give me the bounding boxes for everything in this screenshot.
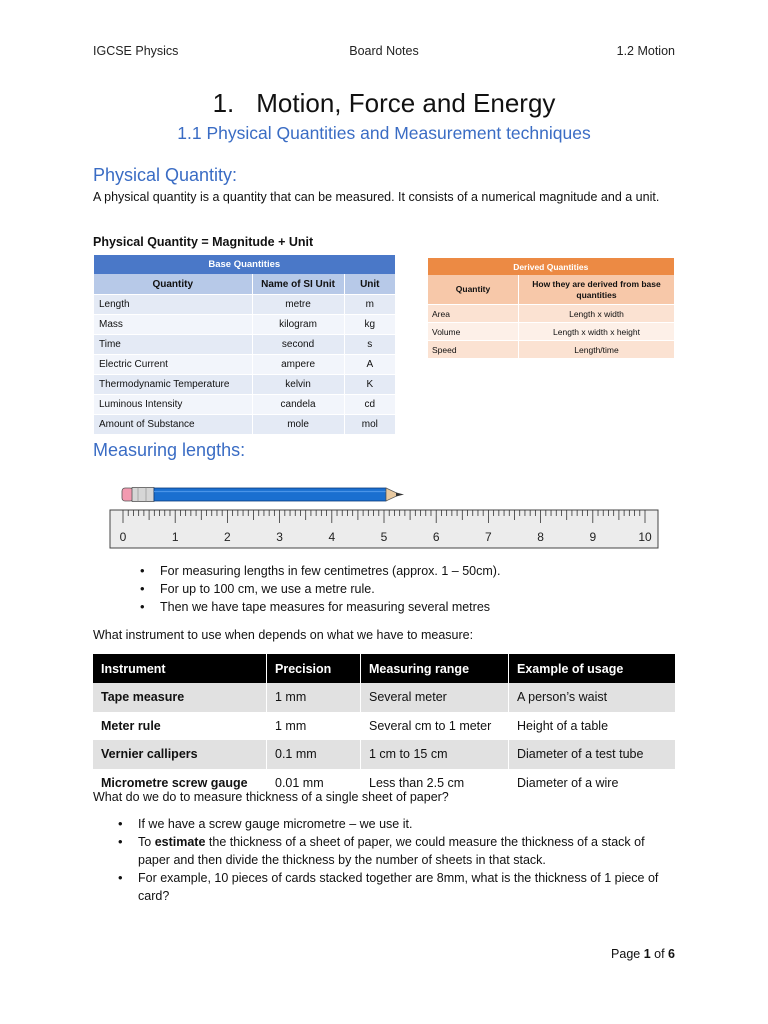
- range-cell: Several cm to 1 meter: [361, 712, 509, 741]
- ruler-label-5: 5: [380, 530, 388, 544]
- table-row: [94, 395, 396, 415]
- ruler-label-8: 8: [537, 530, 544, 544]
- list-item: • For example, 10 pieces of cards stacked together are 8mm, what is the thickness of 1 piece of card?: [112, 869, 677, 905]
- base-quantity-cell: Amount of Substance: [94, 415, 253, 435]
- physical-quantity-paragraph: A physical quantity is a quantity that can be measured. It consists of a numerical magnitude and a unit.: [93, 190, 660, 204]
- example-cell: Height of a table: [509, 712, 676, 741]
- table-row: [93, 740, 675, 769]
- table-row: [428, 341, 675, 359]
- derived-formula-cell: Length x width: [519, 305, 674, 323]
- example-cell: A person’s waist: [509, 683, 676, 712]
- instrument-question: What instrument to use when depends on what we have to measure:: [93, 628, 474, 642]
- list-item: • For measuring lengths in few centimetres (approx. 1 – 50cm).: [134, 562, 694, 580]
- derived-col-quantity: Quantity: [428, 275, 519, 305]
- derived-col-derivation: How they are derived from base quantities: [519, 275, 674, 305]
- table-row: [94, 355, 396, 375]
- precision-cell: 1 mm: [267, 683, 361, 712]
- instrument-table: [93, 654, 675, 797]
- base-quantities-table: [93, 255, 395, 434]
- page-current: 1: [643, 947, 651, 961]
- table-row: [94, 335, 396, 355]
- list-item: • For up to 100 cm, we use a metre rule.: [134, 580, 694, 598]
- instrument-cell: Micrometre screw gauge: [101, 775, 248, 790]
- pencil-icon: [122, 488, 404, 502]
- example-cell: Diameter of a wire: [509, 769, 676, 798]
- base-quantity-cell: Thermodynamic Temperature: [94, 375, 253, 395]
- page-mid: of: [650, 947, 669, 961]
- base-unit-symbol-cell: cd: [344, 395, 395, 415]
- table-row: [428, 305, 675, 323]
- base-unit-symbol-cell: A: [344, 355, 395, 375]
- base-col-si-unit: Name of SI Unit: [252, 274, 344, 295]
- paper-question: What do we do to measure thickness of a single sheet of paper?: [93, 790, 449, 804]
- title-text: Motion, Force and Energy: [256, 88, 556, 118]
- base-quantity-cell: Luminous Intensity: [94, 395, 253, 415]
- table-row: [94, 375, 396, 395]
- base-unit-symbol-cell: K: [344, 375, 395, 395]
- derived-quantity-cell: Area: [428, 305, 519, 323]
- example-cell: Diameter of a test tube: [509, 740, 676, 769]
- base-col-unit: Unit: [344, 274, 395, 295]
- base-unit-name-cell: kelvin: [252, 375, 344, 395]
- list-item: • Then we have tape measures for measuring several metres: [134, 598, 694, 616]
- ruler-label-4: 4: [328, 530, 336, 544]
- inst-col-instrument: Instrument: [93, 654, 267, 683]
- instrument-cell: Meter rule: [101, 718, 161, 733]
- paper-bullets: [112, 815, 677, 905]
- ruler-label-3: 3: [276, 530, 283, 544]
- ruler-label-9: 9: [589, 530, 597, 544]
- title-number: 1.: [212, 88, 235, 118]
- derived-formula-cell: Length/time: [519, 341, 674, 359]
- pencil-and-ruler-illustration: [108, 482, 660, 552]
- ruler-label-2: 2: [224, 530, 231, 544]
- derived-quantity-cell: Speed: [428, 341, 519, 359]
- page-number: [611, 947, 675, 961]
- base-unit-symbol-cell: s: [344, 335, 395, 355]
- precision-cell: 0.1 mm: [267, 740, 361, 769]
- table-row: [94, 315, 396, 335]
- instrument-cell: Tape measure: [93, 683, 267, 712]
- base-unit-name-cell: candela: [252, 395, 344, 415]
- ruler-label-0: 0: [119, 530, 127, 544]
- derived-table-caption: Derived Quantities: [428, 258, 675, 275]
- bullet2-pre: To: [138, 835, 155, 849]
- inst-col-precision: Precision: [267, 654, 361, 683]
- derived-quantities-table: [427, 258, 674, 358]
- table-row: [94, 295, 396, 315]
- page-prefix: Page: [611, 947, 644, 961]
- ruler-label-7: 7: [485, 530, 492, 544]
- bullet2-post: the thickness of a sheet of paper, we could measure the thickness of a stack of paper and then divide the thickness by the number of sheets in that stack.: [138, 835, 645, 867]
- base-unit-name-cell: ampere: [252, 355, 344, 375]
- base-quantity-cell: Time: [94, 335, 253, 355]
- ruler-label-6: 6: [432, 530, 440, 544]
- base-table-caption: Base Quantities: [94, 255, 396, 274]
- instrument-cell: Vernier callipers: [93, 740, 267, 769]
- inst-col-example: Example of usage: [509, 654, 676, 683]
- base-col-quantity: Quantity: [94, 274, 253, 295]
- header-chapter: 1.2 Motion: [616, 44, 675, 58]
- inst-col-range: Measuring range: [361, 654, 509, 683]
- derived-quantity-cell: Volume: [428, 323, 519, 341]
- formula-line: Physical Quantity = Magnitude + Unit: [93, 235, 314, 249]
- ruler-label-10: 10: [638, 530, 652, 544]
- header-notes: Board Notes: [349, 44, 419, 58]
- section-subtitle: 1.1 Physical Quantities and Measurement techniques: [177, 123, 591, 143]
- page-title: [0, 88, 768, 119]
- range-cell: Less than 2.5 cm: [361, 769, 509, 798]
- ruler-label-1: 1: [171, 530, 179, 544]
- precision-cell: 0.01 mm: [267, 769, 361, 798]
- header-course: IGCSE Physics: [93, 44, 179, 58]
- base-quantity-cell: Length: [94, 295, 253, 315]
- base-quantity-cell: Electric Current: [94, 355, 253, 375]
- bullet2-bold: estimate: [154, 835, 206, 849]
- base-unit-symbol-cell: mol: [344, 415, 395, 435]
- physical-quantity-heading: Physical Quantity:: [93, 165, 238, 185]
- list-item: [112, 833, 677, 869]
- base-unit-name-cell: metre: [252, 295, 344, 315]
- derived-formula-cell: Length x width x height: [519, 323, 674, 341]
- base-unit-symbol-cell: m: [344, 295, 395, 315]
- base-unit-name-cell: mole: [252, 415, 344, 435]
- range-cell: 1 cm to 15 cm: [361, 740, 509, 769]
- list-item: • If we have a screw gauge micrometre – we use it.: [112, 815, 677, 833]
- table-row: [93, 683, 675, 712]
- table-row: [428, 323, 675, 341]
- range-cell: Several meter: [361, 683, 509, 712]
- base-unit-symbol-cell: kg: [344, 315, 395, 335]
- table-row: [94, 415, 396, 435]
- base-unit-name-cell: kilogram: [252, 315, 344, 335]
- base-quantity-cell: Mass: [94, 315, 253, 335]
- page-total: 6: [668, 947, 675, 961]
- measuring-lengths-heading: Measuring lengths:: [93, 440, 246, 460]
- ruler-bullets: [134, 562, 694, 616]
- table-row: [93, 712, 675, 741]
- precision-cell: 1 mm: [267, 712, 361, 741]
- base-unit-name-cell: second: [252, 335, 344, 355]
